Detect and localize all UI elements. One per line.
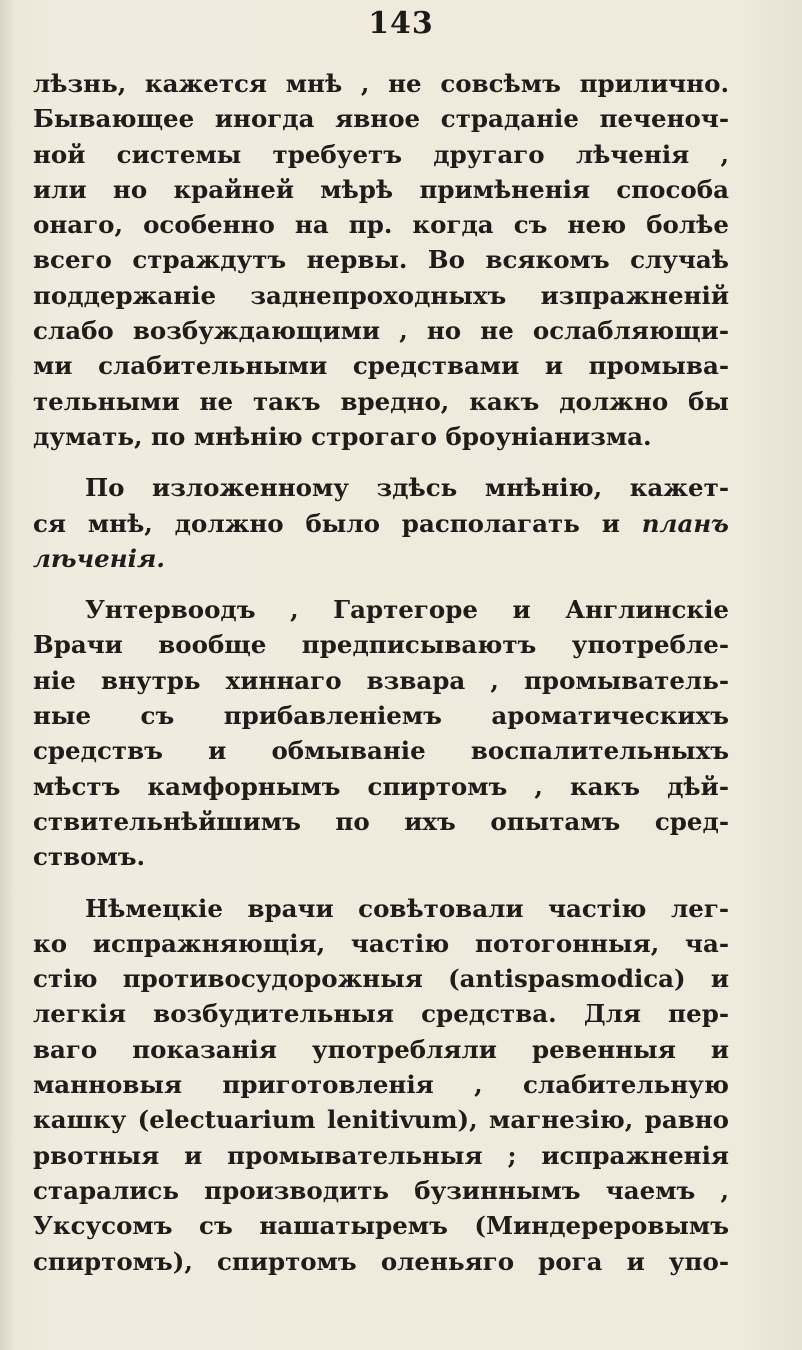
text-line: рвотныя и промывательныя ; испражненія	[33, 1140, 729, 1170]
text-line: слабо возбуждающими , но не ослабляющи-	[33, 316, 729, 346]
text-line: лѣзнь, кажется мнѣ , не совсѣмъ прилично.	[33, 69, 729, 98]
paragraph-3	[33, 592, 729, 874]
paragraph-4	[33, 891, 729, 1279]
text-line: ные съ прибавленіемъ ароматическихъ	[33, 701, 729, 731]
text-line: легкія возбудительныя средства. Для пер-	[33, 999, 729, 1029]
text-line: По изложенному здѣсь мнѣнію, кажет-	[85, 473, 729, 503]
text-line: думать, по мнѣнію строгаго броуніанизма.	[33, 421, 652, 451]
text-line: средствъ и обмываніе воспалительныхъ	[33, 736, 729, 766]
text-line: тельными не такъ вредно, какъ должно бы	[33, 386, 729, 416]
text-line: поддержаніе заднепроходныхъ изпражненій	[33, 280, 729, 310]
text-line: всего страждутъ нервы. Во всякомъ случаѣ	[33, 245, 729, 275]
text-line: ной системы требуетъ другаго лѣченія ,	[33, 139, 729, 169]
text-line	[33, 506, 729, 541]
text-line: онаго, особенно на пр. когда съ нею болѣе	[33, 210, 729, 240]
text-line: ствомъ.	[33, 842, 146, 872]
page-body	[33, 66, 729, 1279]
text-line: ваго показанія употребляли ревенныя и	[33, 1034, 729, 1064]
text-line: лѣченія.	[33, 543, 165, 573]
text-line: Унтервоодъ , Гартегоре и Англинскіе	[85, 595, 729, 625]
text-line: стію противосудорожныя (antispasmodica) и	[33, 964, 729, 994]
text-line: спиртомъ), спиртомъ оленьяго рога и упо-	[33, 1246, 729, 1276]
text-line: ствительнѣйшимъ по ихъ опытамъ сред-	[33, 806, 729, 836]
text-line: Уксусомъ съ нашатыремъ (Миндереровымъ	[33, 1211, 729, 1241]
text-line: манновыя приготовленія , слабительную	[33, 1070, 729, 1100]
text-line: или но крайней мѣрѣ примѣненія способа	[33, 174, 729, 204]
text-line: Врачи вообще предписываютъ употребле-	[33, 630, 729, 660]
text-line: кашку (electuarium lenitivum), магнезію, равно	[33, 1105, 729, 1135]
text-line: ніе внутрь хиннаго взвара , промыватель-	[33, 665, 729, 695]
text-line: Бывающее иногда явное страданіе печеноч-	[33, 104, 729, 134]
text-line: ми слабительными средствами и промыва-	[33, 351, 729, 381]
text-segment: ся мнѣ, должно было располагать и	[33, 508, 642, 538]
paragraph-1	[33, 66, 729, 454]
text-line: ко испражняющія, частію потогонныя, ча-	[33, 928, 729, 958]
italic-term: планъ	[641, 508, 729, 538]
text-line: Нѣмецкіе врачи совѣтовали частію лег-	[85, 893, 729, 923]
text-line: старались производить бузиннымъ чаемъ ,	[33, 1175, 729, 1205]
paragraph-2	[33, 470, 729, 576]
page-number: 143	[368, 6, 434, 41]
text-line: мѣстъ камфорнымъ спиртомъ , какъ дѣй-	[33, 771, 729, 801]
